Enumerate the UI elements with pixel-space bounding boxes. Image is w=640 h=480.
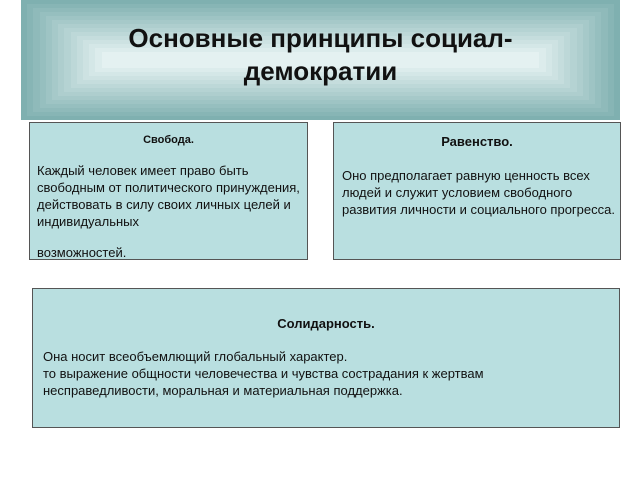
equality-box	[333, 122, 621, 260]
slide-title: Основные принципы социал- демократии	[128, 23, 513, 86]
equality-heading: Равенство.	[441, 134, 513, 149]
freedom-box	[29, 122, 308, 260]
freedom-text-tail: возможностей.	[37, 245, 127, 260]
solidarity-box	[32, 288, 620, 428]
solidarity-text-line: то выражение общности человечества и чувства сострадания к жертвам	[43, 366, 484, 381]
equality-text: Оно предполагает равную ценность всех людей и служит условием свободного развития личности и социального прогресса.	[342, 168, 615, 217]
solidarity-heading: Солидарность.	[277, 316, 375, 331]
title-banner	[21, 0, 620, 120]
freedom-heading: Свобода.	[143, 134, 194, 146]
freedom-text: Каждый человек имеет право быть свободным от политического принуждения, действовать в силу своих личных целей и индивидуальных	[37, 163, 300, 229]
solidarity-text-line: несправедливости, моральная и материальная поддержка.	[43, 383, 403, 398]
solidarity-text-line: Она носит всеобъемлющий глобальный характер.	[43, 349, 348, 364]
